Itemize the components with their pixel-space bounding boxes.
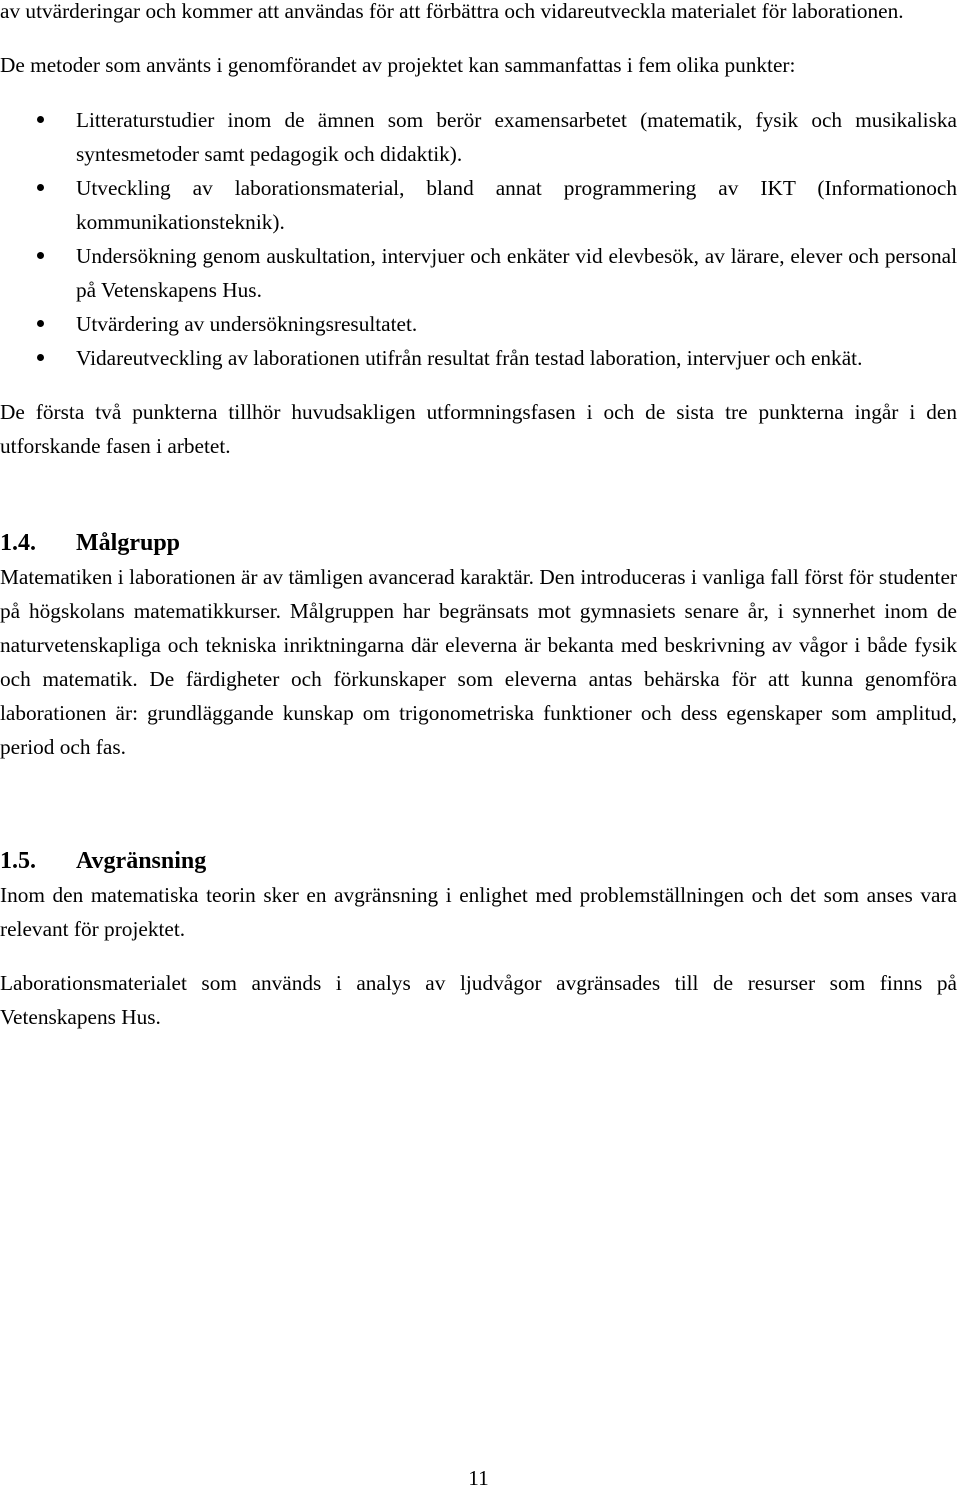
section-title: Målgrupp <box>76 530 181 556</box>
page-number: 11 <box>468 1466 489 1490</box>
avgransning-paragraph-2: Laborationsmaterialet som används i analys av ljudvågor avgränsades till de resurser som finns på Vetenskapens Hus. <box>0 971 957 1029</box>
section-heading-avgransning <box>0 844 957 878</box>
bullet-item: Undersökning genom auskultation, intervjuer och enkäter vid elevbesök, av lärare, elever och personal på Vetenskapens Hus. <box>0 239 957 307</box>
malgrupp-paragraph: Matematiken i laborationen är av tämligen avancerad karaktär. Den introduceras i vanliga fall först för studenter på högskolans matematikkurser. Målgruppen har begränsats mot gymnasiets senare år, i synnerhet inom de naturvetenskapliga och tekniska inriktningarna där eleverna är bekanta med beskrivning av vågor i både fysik och matematik. De färdigheter och förkunskaper som eleverna antas behärska för att kunna genomföra laborationen är: grundläggande kunskap om trigonometriska funktioner och dess egenskaper som amplitud, period och fas. <box>0 565 957 759</box>
section-title: Avgränsning <box>76 848 207 874</box>
methods-bullet-list <box>0 103 957 375</box>
avgransning-paragraph-1: Inom den matematiska teorin sker en avgränsning i enlighet med problemställningen och det som anses vara relevant för projektet. <box>0 883 957 941</box>
intro-continuation-paragraph: av utvärderingar och kommer att användas för att förbättra och vidareutveckla materialet för laborationen. <box>0 0 904 23</box>
bullet-item: Vidareutveckling av laborationen utifrån resultat från testad laboration, intervjuer och enkät. <box>0 341 957 375</box>
section-number: 1.4. <box>0 530 36 556</box>
bullet-item: Litteraturstudier inom de ämnen som berör examensarbetet (matematik, fysik och musikaliska syntesmetoder samt pedagogik och didaktik). <box>0 103 957 171</box>
section-heading-malgrupp <box>0 526 957 560</box>
phases-paragraph: De första två punkterna tillhör huvudsakligen utformningsfasen i och de sista tre punkterna ingår i den utforskande fasen i arbetet. <box>0 400 957 458</box>
section-number: 1.5. <box>0 848 36 874</box>
bullet-item: Utveckling av laborationsmaterial, bland annat programmering av IKT (Informationoch kommunikationsteknik). <box>0 171 957 239</box>
bullet-item: Utvärdering av undersökningsresultatet. <box>0 307 957 341</box>
methods-intro-paragraph: De metoder som använts i genomförandet av projektet kan sammanfattas i fem olika punkter: <box>0 53 796 77</box>
